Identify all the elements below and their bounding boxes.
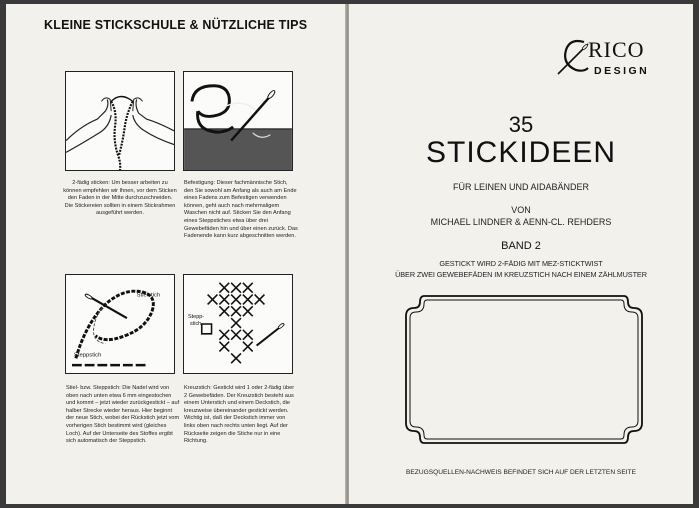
volume-label: BAND 2 bbox=[501, 240, 541, 252]
idea-count: 35 bbox=[508, 112, 534, 137]
left-page bbox=[6, 4, 346, 504]
caption-stielstich: Stiel- bzw. Steppstich: Die Nadel wird von oben nach unten etwa 6 mm eingestochen und kommt – jetzt wieder zurückgestickt – auf halber Strecke wieder heraus. Hier beginnt der neue Stich, wobei der Rückstich jetzt vom vorherigen Stich bestimmt wird (gleiches Loch). Auf der Unterseite des Stoffes ergibt sich automatisch der Steppstich. bbox=[66, 385, 180, 445]
label-stielstich: Stielstich bbox=[136, 292, 161, 299]
footer-note: BEZUGSQUELLEN-NACHWEIS BEFINDET SICH AUF DER LETZTEN SEITE bbox=[406, 469, 636, 476]
label-stepp: Stepp- bbox=[188, 314, 205, 321]
stem-stitch-illustration bbox=[66, 275, 174, 373]
caption-2faedig: 2-fädig sticken: Um besser arbeiten zu können empfehlen wir Ihnen, vor dem Sticken den Faden in der Mitte durchzuschneiden. Die Stickereien sollten in einem Stickrahmen ausgeführt werden. bbox=[63, 180, 177, 217]
authors: MICHAEL LINDNER & AENN-CL. REHDERS bbox=[430, 217, 612, 227]
needle-fastening-illustration bbox=[184, 72, 292, 170]
illustration-befestigung bbox=[183, 71, 293, 171]
caption-befestigung: Befestigung: Dieser fachmännische Stich, den Sie sowohl am Anfang als auch am Ende eines Fadens zum Befestigen verwenden können, geht auch nach mehrmaligem Waschen nicht auf. Sticken Sie den Anfang eines Steppstiches etwa über drei Gewebefäden hin und über einen zurück. Das Fadenende kann kurz abgeschnitten werden. bbox=[184, 180, 298, 240]
illustration-kreuzstich bbox=[183, 274, 293, 374]
instruction-line-1: GESTICKT WIRD 2-FÄDIG MIT MEZ-STICKTWIST bbox=[439, 259, 603, 268]
cross-stitch-illustration bbox=[184, 275, 292, 373]
label-stich: stich bbox=[189, 320, 202, 327]
right-page bbox=[349, 4, 693, 504]
logo-rico-text: RICO bbox=[588, 37, 645, 62]
book-title: STICKIDEEN bbox=[425, 136, 617, 169]
caption-kreuzstich: Kreuzstich: Gestickt wird 1 oder 2-fädig über 2 Gewebefäden. Der Kreuzstich besteht aus einem Unterstich und einem Deckstich, die kreuzweise übereinander gestickt werden. Wichtig ist, daß der Deckstich immer von links oben nach rechts unten liegt. Auf der Rückseite zeigen die Stiche nur in eine Richtung. bbox=[184, 385, 295, 445]
needle-icon bbox=[257, 323, 285, 346]
label-steppstich: Steppstich bbox=[73, 352, 102, 359]
instruction-line-2: ÜBER ZWEI GEWEBEFÄDEN IM KREUZSTICH NACH EINEM ZÄHLMUSTER bbox=[395, 270, 647, 279]
by-label: VON bbox=[511, 205, 531, 215]
book-subtitle: FÜR LEINEN UND AIDABÄNDER bbox=[452, 182, 590, 192]
logo-design-text: DESIGN bbox=[594, 65, 650, 77]
needle-icon bbox=[85, 293, 127, 318]
hands-thread-illustration bbox=[66, 72, 174, 170]
rico-design-logo bbox=[554, 34, 664, 84]
decorative-frame bbox=[402, 292, 646, 447]
illustration-split-thread bbox=[65, 71, 175, 171]
illustration-stielstich bbox=[65, 274, 175, 374]
section-title: KLEINE STICKSCHULE & NÜTZLICHE TIPS bbox=[44, 18, 308, 32]
